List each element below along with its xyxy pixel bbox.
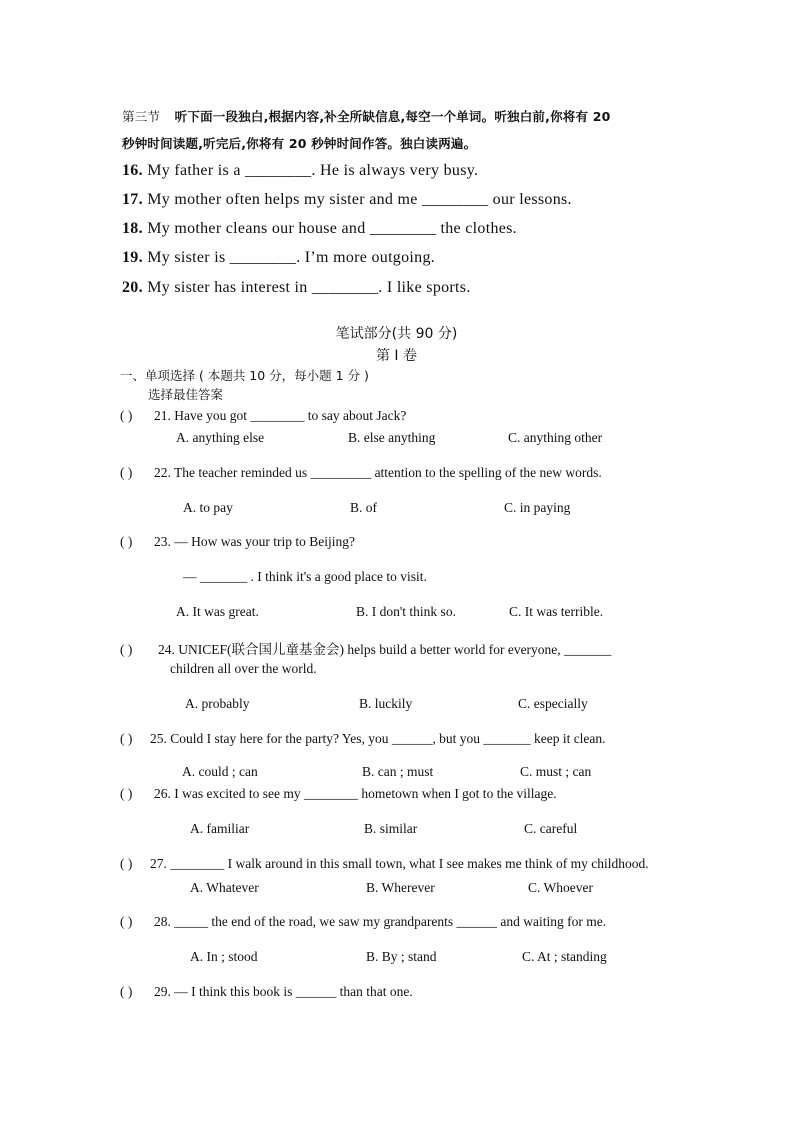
question-stem — [120, 408, 406, 424]
volume-title: 第 I 卷 — [375, 348, 418, 364]
item-text: My mother cleans our house and ________ the clothes. — [147, 220, 517, 237]
item-text: My sister has interest in ________. I like sports. — [147, 279, 471, 296]
question-text: 28. _____ the end of the road, we saw my grandparents ______ and waiting for me. — [154, 914, 607, 929]
question-text: 23. — How was your trip to Beijing? — [154, 534, 355, 549]
question-stem — [120, 731, 606, 747]
fill-blank-item — [122, 220, 517, 238]
item-text: My mother often helps my sister and me ________ our lessons. — [147, 191, 572, 208]
answer-bracket: ( ) — [120, 408, 133, 423]
instruction-line-1: 听下面一段独白,根据内容,补全所缺信息,每空一个单词。听独白前,你将有 20 — [174, 109, 611, 124]
option-b: B. By ; stand — [366, 949, 437, 964]
section-label: 第三节 — [122, 109, 161, 124]
answer-bracket: ( ) — [120, 856, 133, 871]
option-b: B. of — [350, 500, 377, 515]
fill-blank-item — [122, 191, 572, 209]
option-b: B. else anything — [348, 430, 436, 445]
item-number: 18. — [122, 220, 143, 237]
option-c: C. in paying — [504, 500, 571, 515]
question-text: 25. Could I stay here for the party? Yes, you ______, but you _______ keep it clean. — [150, 731, 606, 746]
item-text: My father is a ________. He is always very busy. — [147, 162, 479, 179]
option-a: A. to pay — [183, 500, 233, 515]
option-a: A. It was great. — [176, 604, 259, 619]
question-text: 22. The teacher reminded us _________ attention to the spelling of the new words. — [154, 465, 602, 480]
question-stem — [120, 534, 355, 550]
question-stem — [120, 856, 649, 872]
option-a: A. Whatever — [190, 880, 259, 895]
item-text: My sister is ________. I’m more outgoing. — [147, 249, 436, 266]
question-text: 24. UNICEF(联合国儿童基金会) helps build a better world for everyone, _______ — [158, 642, 612, 657]
option-a: A. probably — [185, 696, 250, 711]
instruction-line-2: 秒钟时间读题,听完后,你将有 20 秒钟时间作答。独白读两遍。 — [122, 136, 477, 151]
question-text-line-2: — _______ . I think it's a good place to visit. — [183, 569, 427, 584]
question-stem — [120, 786, 557, 802]
option-b: B. similar — [364, 821, 418, 836]
question-stem — [120, 914, 606, 930]
question-stem — [120, 638, 611, 658]
question-text: 21. Have you got ________ to say about Jack? — [154, 408, 407, 423]
written-part-title: 笔试部分(共 90 分) — [335, 326, 458, 342]
option-a: A. anything else — [176, 430, 265, 445]
option-b: B. luckily — [359, 696, 413, 711]
section-one-subheading: 选择最佳答案 — [148, 387, 224, 402]
option-a: A. could ; can — [182, 764, 258, 779]
option-c: C. must ; can — [520, 764, 592, 779]
option-c: C. anything other — [508, 430, 603, 445]
answer-bracket: ( ) — [120, 465, 133, 480]
item-number: 17. — [122, 191, 143, 208]
question-text: 29. — I think this book is ______ than that one. — [154, 984, 413, 999]
answer-bracket: ( ) — [120, 786, 133, 801]
option-a: A. In ; stood — [190, 949, 258, 964]
question-stem — [120, 984, 413, 1000]
option-b: B. can ; must — [362, 764, 434, 779]
question-text-line-2: children all over the world. — [170, 661, 317, 676]
answer-bracket: ( ) — [120, 642, 133, 657]
question-stem — [120, 465, 602, 481]
fill-blank-item — [122, 279, 471, 297]
question-text: 27. ________ I walk around in this small town, what I see makes me think of my childhood. — [150, 856, 649, 871]
option-c: C. At ; standing — [522, 949, 607, 964]
section-instruction — [122, 107, 611, 125]
answer-bracket: ( ) — [120, 534, 133, 549]
fill-blank-item — [122, 249, 435, 267]
fill-blank-item — [122, 162, 478, 180]
option-c: C. Whoever — [528, 880, 593, 895]
answer-bracket: ( ) — [120, 731, 133, 746]
option-b: B. Wherever — [366, 880, 435, 895]
option-b: B. I don't think so. — [356, 604, 456, 619]
question-text: 26. I was excited to see my ________ hometown when I got to the village. — [154, 786, 557, 801]
option-c: C. especially — [518, 696, 588, 711]
section-one-heading: 一、单项选择 ( 本题共 10 分，每小题 1 分 ) — [120, 368, 369, 383]
answer-bracket: ( ) — [120, 914, 133, 929]
item-number: 20. — [122, 279, 143, 296]
option-c: C. It was terrible. — [509, 604, 604, 619]
item-number: 19. — [122, 249, 143, 266]
option-c: C. careful — [524, 821, 578, 836]
option-a: A. familiar — [190, 821, 250, 836]
item-number: 16. — [122, 162, 143, 179]
answer-bracket: ( ) — [120, 984, 133, 999]
